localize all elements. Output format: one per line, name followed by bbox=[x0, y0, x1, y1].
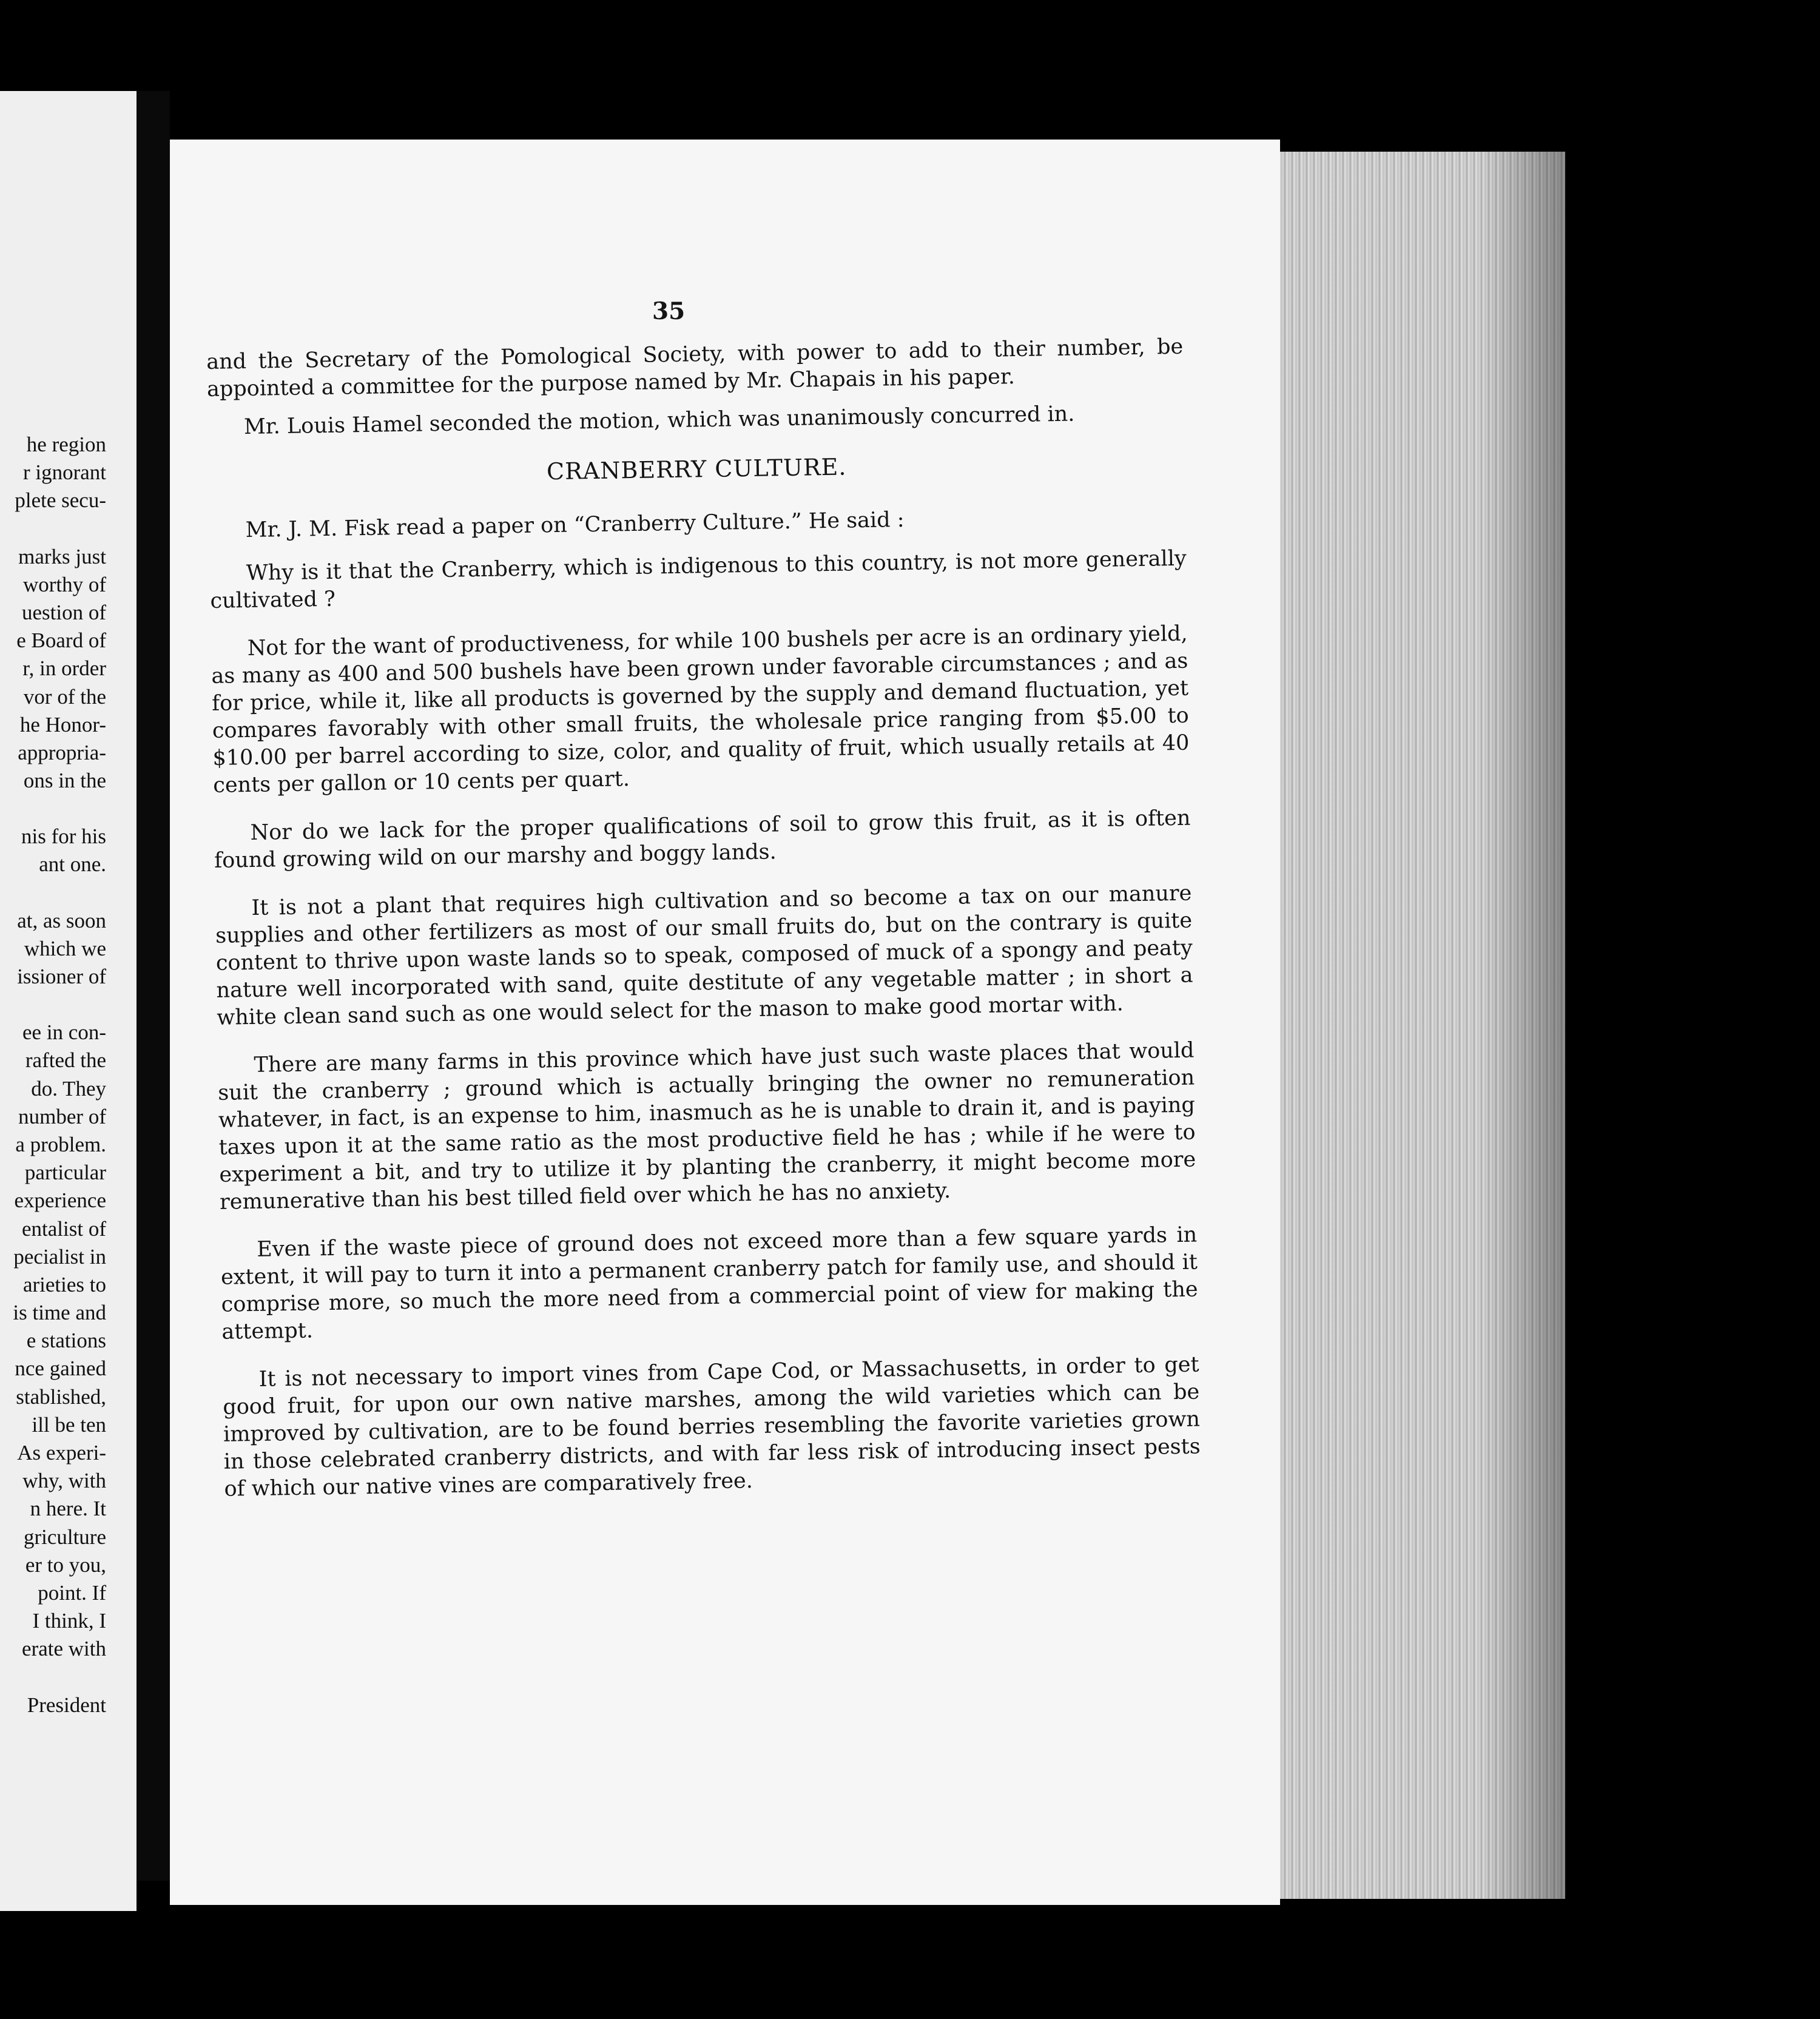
facing-page-gap bbox=[0, 879, 106, 907]
facing-page-line: marks just bbox=[18, 544, 106, 568]
intro-paragraph-2: Mr. Louis Hamel seconded the motion, which was unanimously concurred in. bbox=[243, 402, 1075, 440]
facing-page-line: ill be ten bbox=[32, 1412, 106, 1437]
facing-page-line: rafted the bbox=[25, 1048, 106, 1073]
facing-page-gap bbox=[0, 515, 106, 543]
facing-page-line: As experi- bbox=[17, 1441, 106, 1465]
facing-page-line: arieties to bbox=[22, 1272, 106, 1296]
facing-page-gap bbox=[0, 795, 106, 823]
facing-page-line: he Honor- bbox=[19, 712, 106, 736]
facing-page-line: vor of the bbox=[23, 684, 106, 709]
paragraph-8: It is not necessary to import vines from Cape Cod, or Massachusetts, in order to get good fruit, for upon our own native marshes, among the wild varieties which can be improved by cultivation, are to be found berries resembling the favorite varieties grown in those celebrated cranberry districts, and with far less risk of introducing insect pests of which our native vines are comparatively free. bbox=[223, 1352, 1201, 1502]
facing-page-line: er to you, bbox=[25, 1552, 106, 1577]
section-heading: CRANBERRY CULTURE. bbox=[546, 453, 847, 485]
paragraph-3: Not for the want of productiveness, for while 100 bushels per acre is an ordinary yield, as many as 400 and 500 bushels have been grown under favorable circumstances ; and as for price, while it, like all products is governed by the supply and demand fluctuation, yet compares favorably with other small fruits, the wholesale price ranging from $5.00 to $10.00 per barrel according to size, color, and quality of fruit, which usually retails at 40 cents per gallon or 10 cents per quart. bbox=[211, 621, 1190, 798]
book-gutter bbox=[136, 91, 170, 1881]
paragraph-7: Even if the waste piece of ground does not exceed more than a few square yards in extent, it will pay to turn it into a permanent cranberry patch for family use, and should it comprise more, so much the more need from a commercial point of view for making the attempt. bbox=[220, 1222, 1198, 1344]
facing-page-line: President bbox=[27, 1693, 106, 1717]
facing-page-line: pecialist in bbox=[13, 1244, 106, 1269]
facing-page-line: nce gained bbox=[15, 1357, 106, 1381]
facing-page-line: a problem. bbox=[15, 1132, 106, 1156]
facing-page-line: stablished, bbox=[16, 1384, 106, 1409]
facing-page-line: erate with bbox=[22, 1637, 106, 1661]
facing-page-line: r, in order bbox=[22, 656, 106, 681]
facing-page-line: entalist of bbox=[22, 1216, 106, 1241]
facing-page-line: uestion of bbox=[21, 600, 106, 624]
facing-page-line: ant one. bbox=[39, 852, 106, 877]
facing-page-line: appropria- bbox=[18, 740, 106, 764]
facing-page-line: nis for his bbox=[21, 824, 106, 849]
facing-page-line: plete secu- bbox=[15, 488, 106, 513]
facing-page-line: particular bbox=[24, 1161, 106, 1185]
paragraph-4: Nor do we lack for the proper qualifications of soil to grow this fruit, as it is often found growing wild on our marshy and boggy lands. bbox=[214, 806, 1191, 873]
facing-page-line: ons in the bbox=[23, 769, 106, 793]
facing-page-text bbox=[0, 431, 106, 1719]
facing-page-line: I think, I bbox=[32, 1609, 106, 1633]
page-number: 35 bbox=[652, 297, 686, 325]
facing-page-gap bbox=[0, 1663, 106, 1691]
page-edges bbox=[1274, 152, 1565, 1899]
facing-page-line: why, with bbox=[22, 1469, 106, 1493]
paragraph-1: Mr. J. M. Fisk read a paper on “Cranberry Culture.” He said : bbox=[245, 507, 905, 543]
facing-page-line: worthy of bbox=[22, 572, 106, 596]
facing-page-line: experience bbox=[14, 1188, 106, 1213]
facing-page-line: issioner of bbox=[17, 965, 106, 988]
facing-page-line: e Board of bbox=[16, 629, 106, 653]
paragraph-2: Why is it that the Cranberry, which is indigenous to this country, is not more generally cultivated ? bbox=[210, 546, 1187, 613]
facing-page-line: do. They bbox=[31, 1076, 106, 1101]
facing-page-line: griculture bbox=[23, 1525, 106, 1549]
intro-paragraph-1: and the Secretary of the Pomological Society, with power to add to their number, be appointed a committee for the purpose named by Mr. Chapais in his paper. bbox=[206, 334, 1184, 402]
paragraph-6: There are many farms in this province which have just such waste places that would suit the cranberry ; ground which is actually bringing the owner no remuneration whatever, in fact, is an expense to him, inasmuch as he is unable to drain it, and is paying taxes upon it at the same ratio as the most productive field he has ; while if he were to experiment a bit, and try to utilize it by planting the cranberry, it might become more remunerative than his best tilled field over which he has no anxiety. bbox=[217, 1038, 1196, 1215]
facing-page bbox=[0, 91, 136, 1911]
facing-page-line: at, as soon bbox=[17, 908, 106, 932]
facing-page-line: r ignorant bbox=[22, 460, 106, 485]
page-text bbox=[206, 334, 1201, 1524]
paragraph-5: It is not a plant that requires high cultivation and so become a tax on our manure supplies and other fertilizers as most of our small fruits do, but on the contrary is quite content to thrive upon waste lands so to speak, composed of muck of a spongy and peaty nature well incorporated with sand, quite destitute of any vegetable matter ; in short a white clean sand such as one would select for the mason to make good mortar with. bbox=[215, 881, 1193, 1030]
facing-page-line: is time and bbox=[13, 1301, 106, 1325]
facing-page-line: e stations bbox=[26, 1329, 106, 1353]
facing-page-gap bbox=[0, 991, 106, 1019]
facing-page-line: point. If bbox=[38, 1580, 106, 1605]
facing-page-line: ee in con- bbox=[22, 1020, 106, 1045]
facing-page-line: n here. It bbox=[30, 1497, 106, 1521]
facing-page-line: number of bbox=[18, 1104, 106, 1128]
facing-page-line: which we bbox=[24, 936, 106, 960]
facing-page-line: he region bbox=[26, 433, 106, 456]
